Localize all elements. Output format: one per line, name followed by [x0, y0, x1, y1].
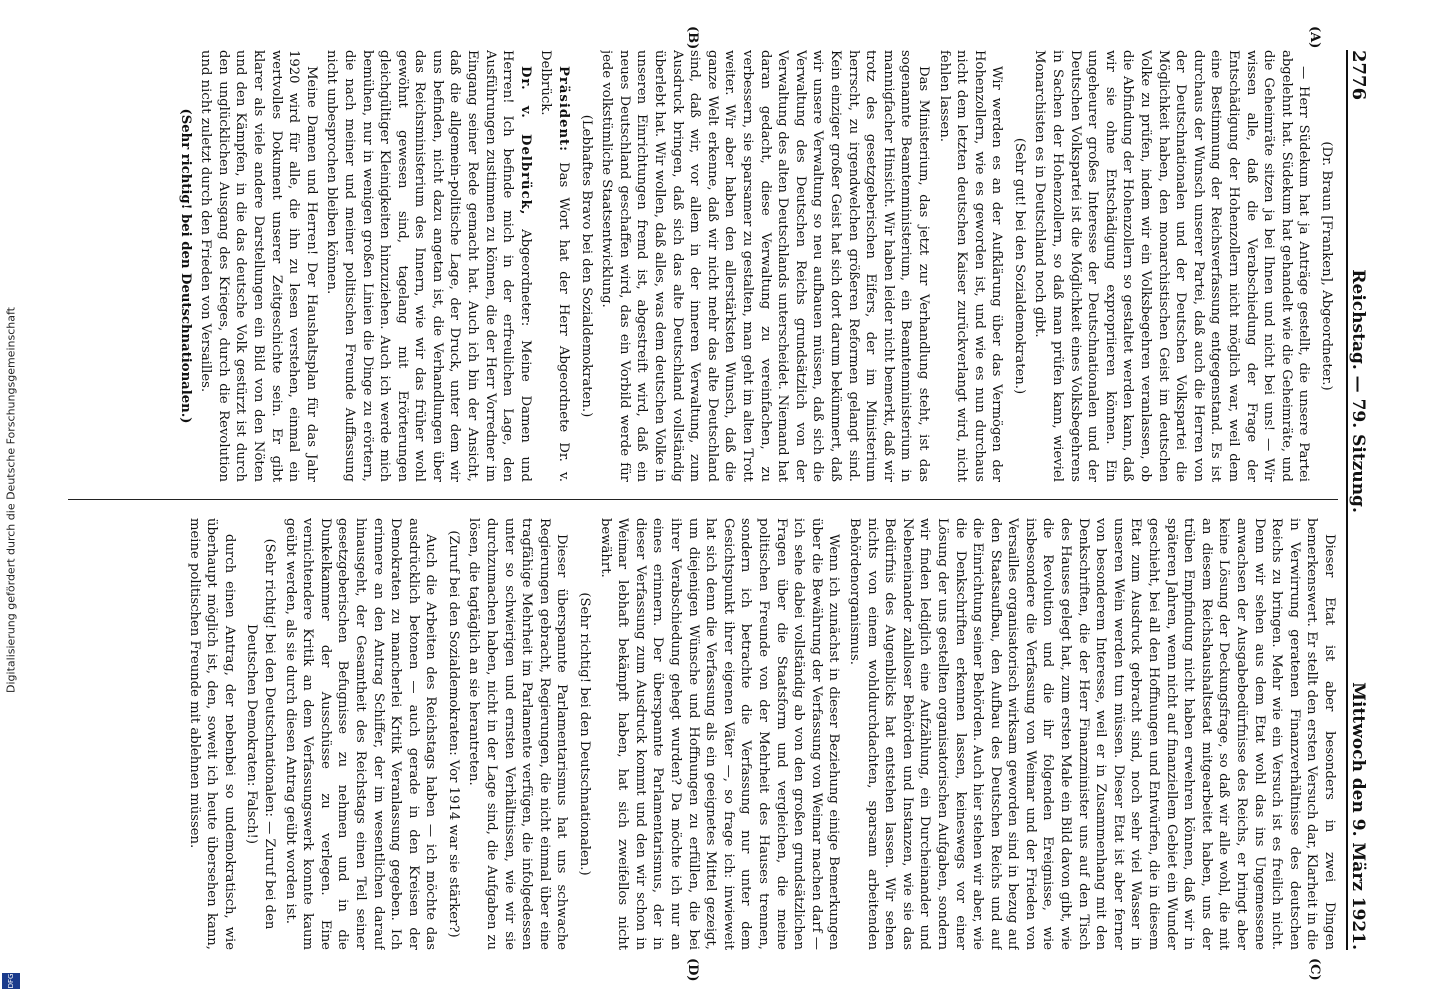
president-line: [537, 50, 572, 482]
right-column: [68, 518, 1338, 950]
paragraph: Dieser Etat ist aber besonders in zwei Dingen bemerkenswert. Er stellt den ersten Versuch dar, Klarheit in die in Verwirrung geratenen Finanzverhältnisse des deutschen Reichs zu bringen. Mehr wie ein Versuch ist es freilich nicht. Denn wir sehen aus dem Etat wohl das ins Ungemessene anwachsen der Ausgabebedürfnisse des Reichs, er bringt aber keine Lösung der Deckungsfrage, so daß wir alle wohl, die mit an diesem Reichshaushaltsetat mitgearbeitet haben, uns der trüben Empfindung nicht haben erwehren können, daß wir in späteren Jahren, wenn nicht auf finanziellem Gebiet ein Wunder geschieht, bei all den Hoffnungen und Entwürfen, die in diesem Etat zum Ausdruck gebracht sind, noch sehr viel Wasser in unseren Wein werden tun müssen. Dieser Etat ist aber ferner von besonderem Interesse, weil er in Zusammenhang mit den Denkschriften, die der Herr Finanzminister uns auf den Tisch des Hauses gelegt hat, zum ersten Male ein Bild davon gibt, wie die Revolution und die ihr folgenden Ereignisse, wie insbesondere die Verfassung von Weimar und der Frieden von Versailles organisatorisch wirksam geworden sind in bezug auf den Staatsaufbau, den Aufbau des Deutschen Reichs und auf die Einrichtung seiner Behörden. Auch hier stehen wir aber, wie die Denkschriften erkennen lassen, keineswegs vor einer Lösung der uns gestellten organisatorischen Aufgaben, sondern wir finden lediglich eine Aufzählung, ein Durcheinander und Nebeneinander zahlloser Behörden und Instanzen, wie sie das Bedürfnis des Augenblicks hat entstehen lassen. Wir sehen nichts von einem wohldurchdachten, sparsam arbeitenden Behördenorganismus.: [846, 518, 1337, 950]
margin-marker-b: (B): [685, 26, 700, 50]
margin-marker-a: (A): [1307, 26, 1322, 49]
column-divider: [68, 499, 1338, 500]
interjection: (Zuruf bei den Sozialdemokraten: Vor 1914 war sie stärker?): [445, 530, 461, 938]
speech-text: Abgeordneter: Meine Damen und Herren! Ich befinde mich in der erfreulichen Lage, den Ausführungen zustimmen zu können, die der Herr Vorredner im Eingang seiner Rede gemacht hat. Auch ich bin der Ansicht, daß die allgemein-politische Lage, der Druck, unter dem wir uns befinden, nicht dazu angetan ist, die Verhandlungen über das Reichsministerium des Innern, wie wir das früher wohl gewöhnt gewesen sind, tagelang mit Erörterungen gleichgültiger Kleinigkeiten hinzuziehen. Auch ich werde mich bemühen, nur in wenigen großen Linien die Dinge zu erörtern, die nach meiner und meiner politischen Freunde Auffassung nicht unbesprochen bleiben können.: [324, 50, 533, 482]
left-column: [68, 50, 1338, 482]
speaker-line: (Dr. Braun [Franken], Abgeordneter.): [1319, 141, 1334, 391]
session-title: Reichstag. — 79. Sitzung.: [1348, 269, 1368, 513]
interjection: (Sehr richtig! bei den Deutschnationalen.): [577, 592, 593, 876]
rotated-page: [56, 26, 1376, 982]
session-date: Mittwoch den 9. März 1921.: [1348, 682, 1368, 950]
page-frame: [36, 26, 1396, 982]
paragraph: — Herr Südekum hat ja Anträge gestellt, die unsere Partei abgelehnt hat. Südekum hat gehandelt wie die Geheimräte, und die Geheimräte sitzen ja bei Ihnen und nicht bei uns! — Wir wissen alle, daß die Verabschiedung der Frage der Entschädigung der Hohenzollern nicht möglich war, weil dem eine Bestimmung der Reichsverfassung entgegenstand. Es ist durchaus der Wunsch unserer Partei, daß auch die Herren von der Deutschnationalen und der Deutschen Volkspartei die Möglichkeit haben, den monarchistischen Geist im deutschen Volke zu prüfen, indem wir ein Volksbegehren veranlassen, ob die Abfindung der Hohenzollern so gestaltet werden kann, daß wir sie ohne Entschädigung expropriieren können. Ein ungeheurer großes Interesse der Deutschnationalen und der Deutschen Volkspartei ist die Möglichkeit eines Volksbegehrens in Sachen der Hohenzollern, so daß man prüfen kann, wieviel Monarchisten es in Deutschland noch gibt.: [1032, 50, 1312, 482]
speech-opening: [323, 50, 534, 482]
president-label: Präsident:: [556, 66, 572, 153]
page-header: [1346, 50, 1376, 950]
paragraph: Meine Damen und Herren! Der Haushaltsplan für das Jahr 1920 wird für alle, die ihn zu lesen verstehen, einmal ein wertvolles Dokument unserer Zeitgeschichte sein. Er gibt klarer als viele andere Darstellungen ein Bild von den Nöten und den Kämpfen, in die das deutsche Volk gestürzt ist durch den unglücklichen Ausgang des Krieges, durch die Revolution und nicht zuletzt durch den Frieden von Versailles.: [198, 50, 319, 482]
interjection: (Sehr richtig! bei den Deutschnationalen.): [177, 108, 193, 424]
paragraph: Auch die Arbeiten des Reichstags haben — ich möchte das ausdrücklich betonen — auch gerade in den Kreisen der Demokraten zu mancherlei Kritik Veranlassung gegeben. Ich erinnere an den Antrag Schiffer, der im wesentlichen darauf hinausgeht, der Gesamtheit des Reichstags einen Teil seiner gesetzgeberischen Befugnisse zu nehmen und in die Dunkelkammer der Ausschüsse zu verlegen. Eine vernichtendere Kritik an dem Verfassungswerk konnte kaum geübt werden, als sie durch diesen Antrag geübt worden ist.: [282, 518, 439, 950]
margin-marker-d: (D): [685, 958, 700, 982]
digitization-credit-strip: [0, 0, 22, 1000]
interjection: (Sehr gut! bei den Sozialdemokraten.): [1011, 137, 1027, 395]
paragraph: durch einen Antrag, der nebenbei so undemokratisch, wie überhaupt möglich ist, den, soweit ich heute übersehen kann, meine politischen Freunde mit ablehnen müssen.: [186, 518, 237, 950]
interjection: (Sehr richtig! bei den Deutschnationalen: — Zuruf bei den Deutschen Demokraten: Falsch!): [244, 538, 277, 930]
interjection: (Lebhaftes Bravo bei den Sozialdemokraten.): [578, 114, 594, 418]
president-text: Das Wort hat der Herr Abgeordnete Dr. v. Delbrück.: [538, 50, 572, 482]
speaker-name: Dr. v. Delbrück,: [517, 66, 533, 216]
margin-marker-c: (C): [1307, 958, 1322, 981]
paragraph: Wenn ich zunächst in dieser Beziehung einige Bemerkungen über die Bewährung der Verfassung von Weimar machen darf — ich sehe dabei vollständig ab von den großen grundsätzlichen Fragen über die Staatsform und vergleichen, die meine politischen Freunde von der Mehrheit des Hauses trennen, sondern ich betrachte die Verfassung nur unter dem Gesichtspunkt ihrer eigenen Väter —, so frage ich: inwieweit hat sich denn die Verfassung als ein geeignetes Mittel gezeigt, um diejenigen Wünsche und Hoffnungen zu erfüllen, die bei ihrer Verabschiedung gehegt wurden? Da möchte ich nur an eines erinnern. Der überspannte Parlamentarismus, der in dieser Verfassung zum Ausdruck kommt und den wir schon in Weimar lebhaft bekämpft haben, hat sich zweifellos nicht bewährt.: [597, 518, 842, 950]
paragraph: Das Ministerium, das jetzt zur Verhandlung steht, ist das sogenannte Beamtenministerium, ein Beamtenministerium in mannigfacher Hinsicht. Wir haben leider nicht bemerkt, daß wir trotz des gesetzgeberischen Eifers, der im Ministerium herrscht, zu irgendwelchen größeren Reformen gelangt sind. Kein einziger großer Geist hat sich dort darum bekümmert, daß wir unsere Verwaltung so neu aufbauen müssen, daß sich die Verwaltung des Deutschen Reichs grundsätzlich von der Verwaltung des alten Deutschlands unterscheidet. Niemand hat daran gedacht, diese Verwaltung zu vereinfachen, zu verbessern, sie sparsamer zu gestalten, man geht im alten Trott weiter. Wir aber haben den allerstärksten Wunsch, daß die ganze Welt erkenne, daß wir nicht mehr das alte Deutschland sind, daß wir, vor allem in der inneren Verwaltung, zum Ausdruck bringen, daß sich das alte Deutschland vollständig überlebt hat. Wir wollen, daß alles, was dem deutschen Volke in unseren Einrichtungen fremd ist, abgestreift wird, daß ein neues Deutschland geschaffen wird, das ein Vorbild werde für jede volkstümliche Staatsentwicklung.: [599, 50, 931, 482]
digitization-credit-text: Digitalisierung gefördert durch die Deutsche Forschungsgemeinschaft: [4, 307, 18, 693]
dfg-logo: DFG: [2, 973, 20, 989]
paragraph: Dieser überspannte Parlamentarismus hat uns schwache Regierungen gebracht, Regierungen, die nicht einmal über eine tragfähige Mehrheit im Parlamente verfügen, die infolgedessen unter so schwierigen und ernsten Verhältnissen, wie wir sie durchzumachen haben, nicht in der Lage sind, die Aufgaben zu lösen, die tagtäglich an sie herantreten.: [466, 518, 570, 950]
paragraph: Wir werden es an der Aufklärung über das Vermögen der Hohenzollern, wie es geworden ist, und wie es nun durchaus nicht dem letzten deutschen Kaiser zurückverlangt wird, nicht fehlen lassen.: [936, 50, 1005, 482]
page-number: 2776: [1348, 50, 1369, 101]
